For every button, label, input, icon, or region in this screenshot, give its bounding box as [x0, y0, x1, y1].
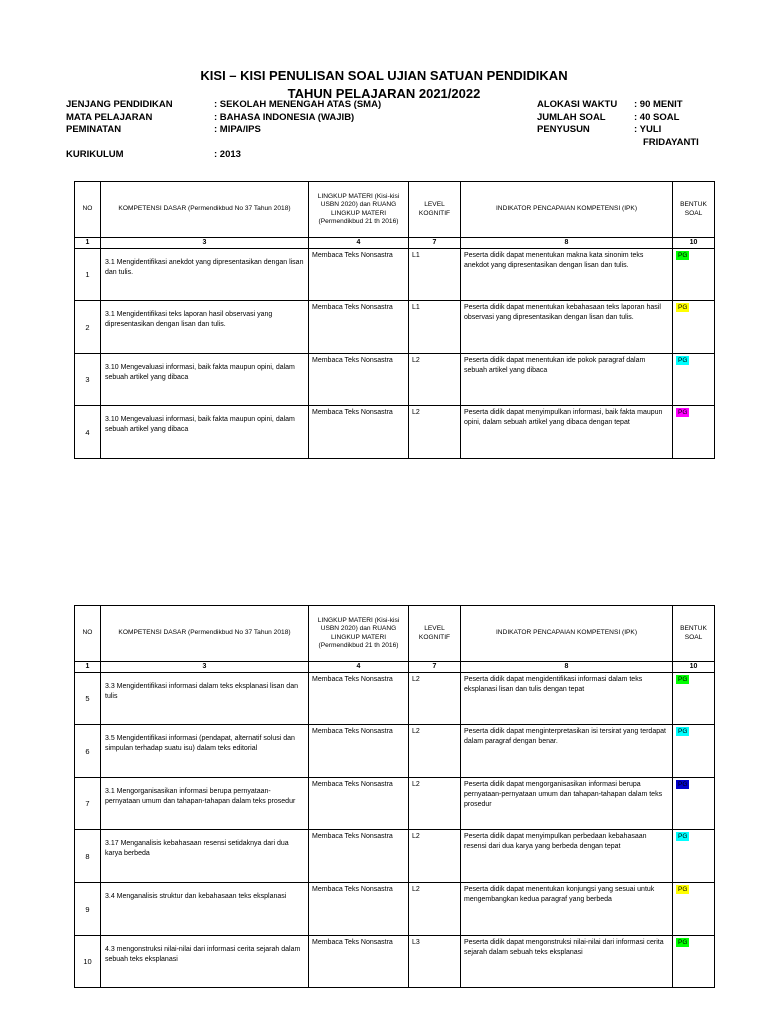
row-number: 1 [75, 249, 101, 301]
document-title: KISI – KISI PENULISAN SOAL UJIAN SATUAN PENDIDIKAN [200, 68, 568, 83]
row-number: 7 [75, 778, 101, 830]
table-row [75, 725, 715, 778]
info-row-mapel: MATA PELAJARAN : BAHASA INDONESIA (WAJIB) [66, 111, 355, 123]
ipk-cell: Peserta didik dapat menentukan konjungsi yang sesuai untuk mengembangkan kedua paragraf yang berbeda [461, 883, 673, 936]
bentuk-soal-badge: PG [678, 939, 688, 946]
row-number: 10 [75, 936, 101, 988]
row-number: 9 [75, 883, 101, 936]
table-row [75, 301, 715, 354]
kompetensi-dasar-cell: 3.10 Mengevaluasi informasi, baik fakta maupun opini, dalam sebuah artikel yang dibaca [101, 406, 309, 459]
header-level-kognitif: LEVEL KOGNITIF [409, 606, 461, 662]
kompetensi-dasar-cell: 3.1 Mengidentifikasi anekdot yang dipresentasikan dengan lisan dan tulis. [101, 249, 309, 301]
table-row [75, 673, 715, 725]
kompetensi-dasar-cell: 4.3 mengonstruksi nilai-nilai dari informasi cerita sejarah dalam sebuah teks eksplanasi [101, 936, 309, 988]
row-number: 3 [75, 354, 101, 406]
header-bentuk-soal: BENTUK SOAL [673, 182, 715, 238]
bentuk-soal-cell [673, 354, 715, 406]
bentuk-soal-badge: PG [678, 409, 688, 416]
ipk-cell: Peserta didik dapat menentukan makna kata sinonim teks anekdot yang dipresentasikan dengan lisan dan tulis. [461, 249, 673, 301]
header-kompetensi-dasar: KOMPETENSI DASAR (Permendikbud No 37 Tahun 2018) [101, 606, 309, 662]
ipk-cell: Peserta didik dapat menyimpulkan perbedaan kebahasaan resensi dari dua karya yang berbeda dengan tepat [461, 830, 673, 883]
table-row [75, 830, 715, 883]
ipk-cell: Peserta didik dapat menginterpretasikan isi tersirat yang terdapat dalam paragraf dengan benar. [461, 725, 673, 778]
table-row [75, 249, 715, 301]
row-number: 5 [75, 673, 101, 725]
level-kognitif-cell: L2 [409, 778, 461, 830]
table-row [75, 936, 715, 988]
level-kognitif-cell: L1 [409, 301, 461, 354]
ipk-cell: Peserta didik dapat mengorganisasikan informasi berupa pernyataan-pernyataan umum dan tahapan-tahapan dalam teks prosedur [461, 778, 673, 830]
row-number: 2 [75, 301, 101, 354]
level-kognitif-cell: L2 [409, 830, 461, 883]
lingkup-materi-cell: Membaca Teks Nonsastra [309, 778, 409, 830]
header-no: NO [75, 606, 101, 662]
ipk-cell: Peserta didik dapat mengidentifikasi informasi dalam teks eksplanasi lisan dan tulis dengan tepat [461, 673, 673, 725]
lingkup-materi-cell: Membaca Teks Nonsastra [309, 830, 409, 883]
bentuk-soal-badge: PG [678, 886, 688, 893]
row-number: 4 [75, 406, 101, 459]
lingkup-materi-cell: Membaca Teks Nonsastra [309, 301, 409, 354]
info-right [537, 99, 699, 149]
header-ipk: INDIKATOR PENCAPAIAN KOMPETENSI (IPK) [461, 606, 673, 662]
level-kognitif-cell: L2 [409, 725, 461, 778]
bentuk-soal-cell [673, 301, 715, 354]
bentuk-soal-cell [673, 778, 715, 830]
bentuk-soal-cell [673, 725, 715, 778]
lingkup-materi-cell: Membaca Teks Nonsastra [309, 936, 409, 988]
kompetensi-dasar-cell: 3.1 Mengidentifikasi teks laporan hasil observasi yang dipresentasikan dengan lisan dan tulis. [101, 301, 309, 354]
bentuk-soal-cell [673, 936, 715, 988]
info-row-jenjang: JENJANG PENDIDIKAN : SEKOLAH MENENGAH ATAS (SMA) [66, 99, 382, 110]
info-left [66, 99, 382, 161]
header-kompetensi-dasar: KOMPETENSI DASAR (Permendikbud No 37 Tahun 2018) [101, 182, 309, 238]
info-row-penyusun: PENYUSUN : YULI [537, 124, 662, 135]
info-row-peminatan: PEMINATAN : MIPA/IPS [66, 124, 261, 135]
level-kognitif-cell: L2 [409, 406, 461, 459]
header-level-kognitif: LEVEL KOGNITIF [409, 182, 461, 238]
info-row-jumlah: JUMLAH SOAL : 40 SOAL [537, 111, 680, 123]
column-number-row: 1 3 4 7 8 10 [75, 662, 715, 673]
table-row [75, 778, 715, 830]
info-row-kurikulum: KURIKULUM : 2013 [66, 148, 241, 160]
lingkup-materi-cell: Membaca Teks Nonsastra [309, 883, 409, 936]
bentuk-soal-cell [673, 830, 715, 883]
bentuk-soal-badge: PG [678, 357, 688, 364]
column-number-row: 1 3 4 7 8 10 [75, 238, 715, 249]
level-kognitif-cell: L2 [409, 883, 461, 936]
ipk-cell: Peserta didik dapat menyimpulkan informasi, baik fakta maupun opini, dalam sebuah artikel yang dibaca dengan tepat [461, 406, 673, 459]
lingkup-materi-cell: Membaca Teks Nonsastra [309, 725, 409, 778]
lingkup-materi-cell: Membaca Teks Nonsastra [309, 673, 409, 725]
ipk-cell: Peserta didik dapat mengonstruksi nilai-nilai dari informasi cerita sejarah dalam sebuah teks eksplanasi [461, 936, 673, 988]
lingkup-materi-cell: Membaca Teks Nonsastra [309, 354, 409, 406]
kompetensi-dasar-cell: 3.3 Mengidentifikasi informasi dalam teks eksplanasi lisan dan tulis [101, 673, 309, 725]
header-lingkup-materi: LINGKUP MATERI (Kisi-kisi USBN 2020) dan RUANG LINGKUP MATERI (Permendikbud 21 th 2016) [309, 606, 409, 662]
kisi-table-2 [74, 605, 715, 988]
lingkup-materi-cell: Membaca Teks Nonsastra [309, 249, 409, 301]
ipk-cell: Peserta didik dapat menentukan ide pokok paragraf dalam sebuah artikel yang dibaca [461, 354, 673, 406]
kompetensi-dasar-cell: 3.1 Mengorganisasikan informasi berupa pernyataan-pernyataan umum dan tahapan-tahapan dalam teks prosedur [101, 778, 309, 830]
header-bentuk-soal: BENTUK SOAL [673, 606, 715, 662]
document-subtitle: TAHUN PELAJARAN 2021/2022 [287, 86, 481, 101]
bentuk-soal-badge: PG [678, 781, 688, 788]
bentuk-soal-cell [673, 883, 715, 936]
row-number: 6 [75, 725, 101, 778]
kisi-table-1 [74, 181, 715, 459]
kompetensi-dasar-cell: 3.4 Menganalisis struktur dan kebahasaan teks eksplanasi [101, 883, 309, 936]
bentuk-soal-cell [673, 249, 715, 301]
bentuk-soal-cell [673, 673, 715, 725]
level-kognitif-cell: L2 [409, 673, 461, 725]
header-ipk: INDIKATOR PENCAPAIAN KOMPETENSI (IPK) [461, 182, 673, 238]
bentuk-soal-badge: PG [678, 728, 688, 735]
header-lingkup-materi: LINGKUP MATERI (Kisi-kisi USBN 2020) dan RUANG LINGKUP MATERI (Permendikbud 21 th 2016) [309, 182, 409, 238]
bentuk-soal-badge: PG [678, 252, 688, 259]
level-kognitif-cell: L2 [409, 354, 461, 406]
level-kognitif-cell: L3 [409, 936, 461, 988]
kompetensi-dasar-cell: 3.17 Menganalisis kebahasaan resensi setidaknya dari dua karya berbeda [101, 830, 309, 883]
bentuk-soal-badge: PG [678, 833, 688, 840]
kompetensi-dasar-cell: 3.5 Mengidentifikasi informasi (pendapat, alternatif solusi dan simpulan terhadap suatu isu) dalam teks editorial [101, 725, 309, 778]
bentuk-soal-cell [673, 406, 715, 459]
table-row [75, 354, 715, 406]
bentuk-soal-badge: PG [678, 304, 688, 311]
bentuk-soal-badge: PG [678, 676, 688, 683]
ipk-cell: Peserta didik dapat menentukan kebahasaan teks laporan hasil observasi yang dipresentasikan dengan lisan dan tulis. [461, 301, 673, 354]
lingkup-materi-cell: Membaca Teks Nonsastra [309, 406, 409, 459]
row-number: 8 [75, 830, 101, 883]
kompetensi-dasar-cell: 3.10 Mengevaluasi informasi, baik fakta maupun opini, dalam sebuah artikel yang dibaca [101, 354, 309, 406]
table-row [75, 883, 715, 936]
info-row-penyusun-cont: FRIDAYANTI [643, 136, 699, 148]
info-row-alokasi: ALOKASI WAKTU : 90 MENIT [537, 99, 683, 110]
table-row [75, 406, 715, 459]
level-kognitif-cell: L1 [409, 249, 461, 301]
header-no: NO [75, 182, 101, 238]
